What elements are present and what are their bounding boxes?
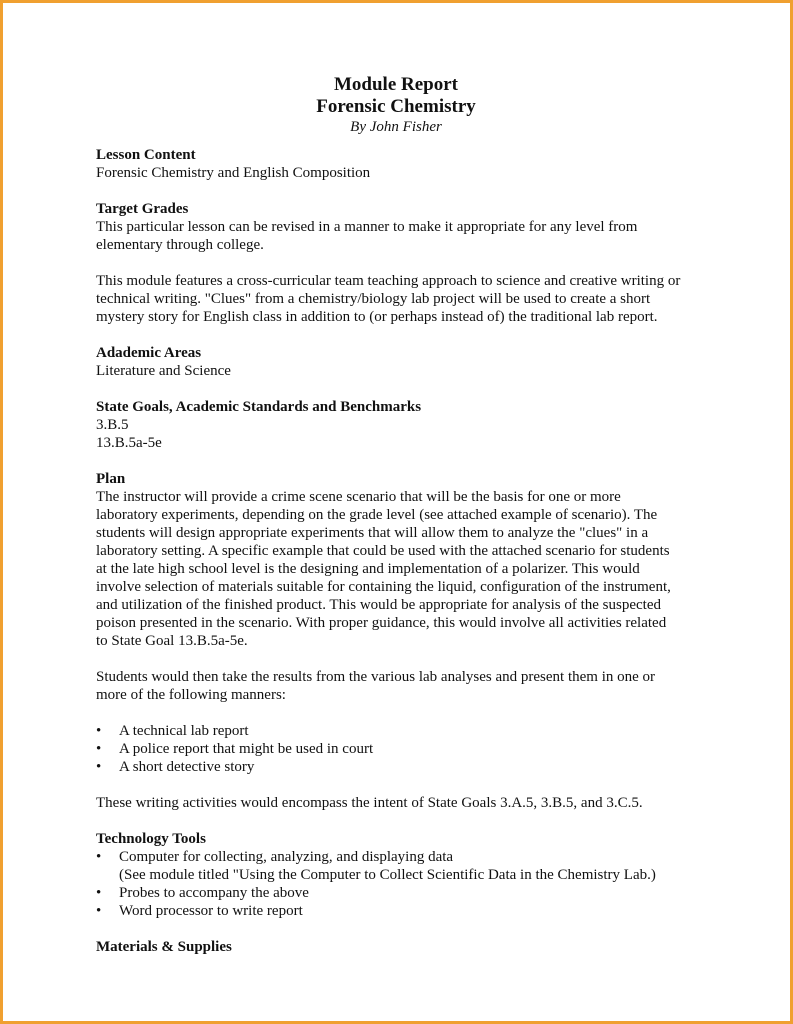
list-item-text: Word processor to write report (119, 903, 303, 919)
module-intro-line-2: technical writing. "Clues" from a chemistry/biology lab project will be used to create a short (96, 291, 651, 307)
bullet-icon: • (96, 849, 102, 865)
section-plan (96, 470, 706, 812)
target-grades-line-1: This particular lesson can be revised in a manner to make it appropriate for any level from (96, 219, 638, 235)
state-goal-item: 3.B.5 (96, 417, 129, 433)
bullet-icon: • (96, 885, 102, 901)
plan-results-line-2: more of the following manners: (96, 687, 286, 703)
list-item-text: Probes to accompany the above (119, 885, 309, 901)
plan-line: and utilization of the finished product. This would be appropriate for analysis of the suspected (96, 597, 661, 613)
target-grades-heading: Target Grades (96, 201, 189, 217)
list-item-text: A short detective story (119, 759, 255, 775)
target-grades-line-2: elementary through college. (96, 237, 264, 253)
list-item (96, 740, 706, 758)
plan-line: laboratory setting. A specific example that could be used with the attached scenario for students (96, 543, 670, 559)
plan-line: poison presented in the scenario. With proper guidance, this would involve all activities related (96, 615, 667, 631)
bullet-icon: • (96, 723, 102, 739)
bullet-icon: • (96, 741, 102, 757)
academic-areas-text: Literature and Science (96, 363, 231, 379)
section-target-grades (96, 200, 706, 254)
document-author: By John Fisher (350, 119, 442, 135)
state-goal-item: 13.B.5a-5e (96, 435, 162, 451)
technology-tools-list (96, 848, 706, 920)
section-materials (96, 938, 706, 956)
list-item (96, 722, 706, 740)
list-item (96, 758, 706, 776)
section-state-goals (96, 398, 706, 452)
module-intro-line-1: This module features a cross-curricular team teaching approach to science and creative writing or (96, 273, 681, 289)
document-body (96, 74, 706, 956)
plan-line: The instructor will provide a crime scene scenario that will be the basis for one or more (96, 489, 621, 505)
computer-module-note: (See module titled "Using the Computer to Collect Scientific Data in the Chemistry Lab.) (119, 867, 656, 883)
document-title: Module Report (333, 74, 458, 95)
bullet-icon: • (96, 759, 102, 775)
materials-heading: Materials & Supplies (96, 939, 232, 955)
list-item (96, 848, 706, 884)
lesson-content-text: Forensic Chemistry and English Composition (96, 165, 371, 181)
list-item-text: A technical lab report (119, 723, 249, 739)
plan-line: to State Goal 13.B.5a-5e. (96, 633, 248, 649)
plan-line: involve selection of materials suitable for containing the liquid, configuration of the instrument, (96, 579, 671, 595)
plan-results-line-1: Students would then take the results from the various lab analyses and present them in one or (96, 669, 656, 685)
academic-areas-heading: Adademic Areas (96, 345, 202, 361)
section-module-intro (96, 272, 706, 326)
document-subtitle: Forensic Chemistry (316, 96, 476, 117)
list-item-text: Computer for collecting, analyzing, and displaying data (119, 849, 454, 865)
writing-activities-note: These writing activities would encompass the intent of State Goals 3.A.5, 3.B.5, and 3.C.5. (96, 795, 643, 811)
section-academic-areas (96, 344, 706, 380)
plan-line: laboratory experiments, depending on the grade level (see attached example of scenario). The (96, 507, 658, 523)
presentation-manners-list (96, 722, 706, 776)
document-header (96, 74, 696, 136)
plan-heading: Plan (96, 471, 126, 487)
list-item (96, 884, 706, 902)
state-goals-heading: State Goals, Academic Standards and Benchmarks (96, 399, 422, 415)
plan-line: students will design appropriate experiments that will allow them to analyze the "clues" in a (96, 525, 649, 541)
list-item (96, 902, 706, 920)
bullet-icon: • (96, 903, 102, 919)
list-item-text: A police report that might be used in court (119, 741, 374, 757)
plan-line: at the late high school level is the designing and implementation of a polarizer. This would (96, 561, 640, 577)
module-intro-line-3: mystery story for English class in addition to (or perhaps instead of) the traditional lab report. (96, 309, 658, 325)
section-lesson-content (96, 146, 706, 182)
technology-tools-heading: Technology Tools (96, 831, 206, 847)
section-technology-tools (96, 830, 706, 920)
lesson-content-heading: Lesson Content (96, 147, 196, 163)
